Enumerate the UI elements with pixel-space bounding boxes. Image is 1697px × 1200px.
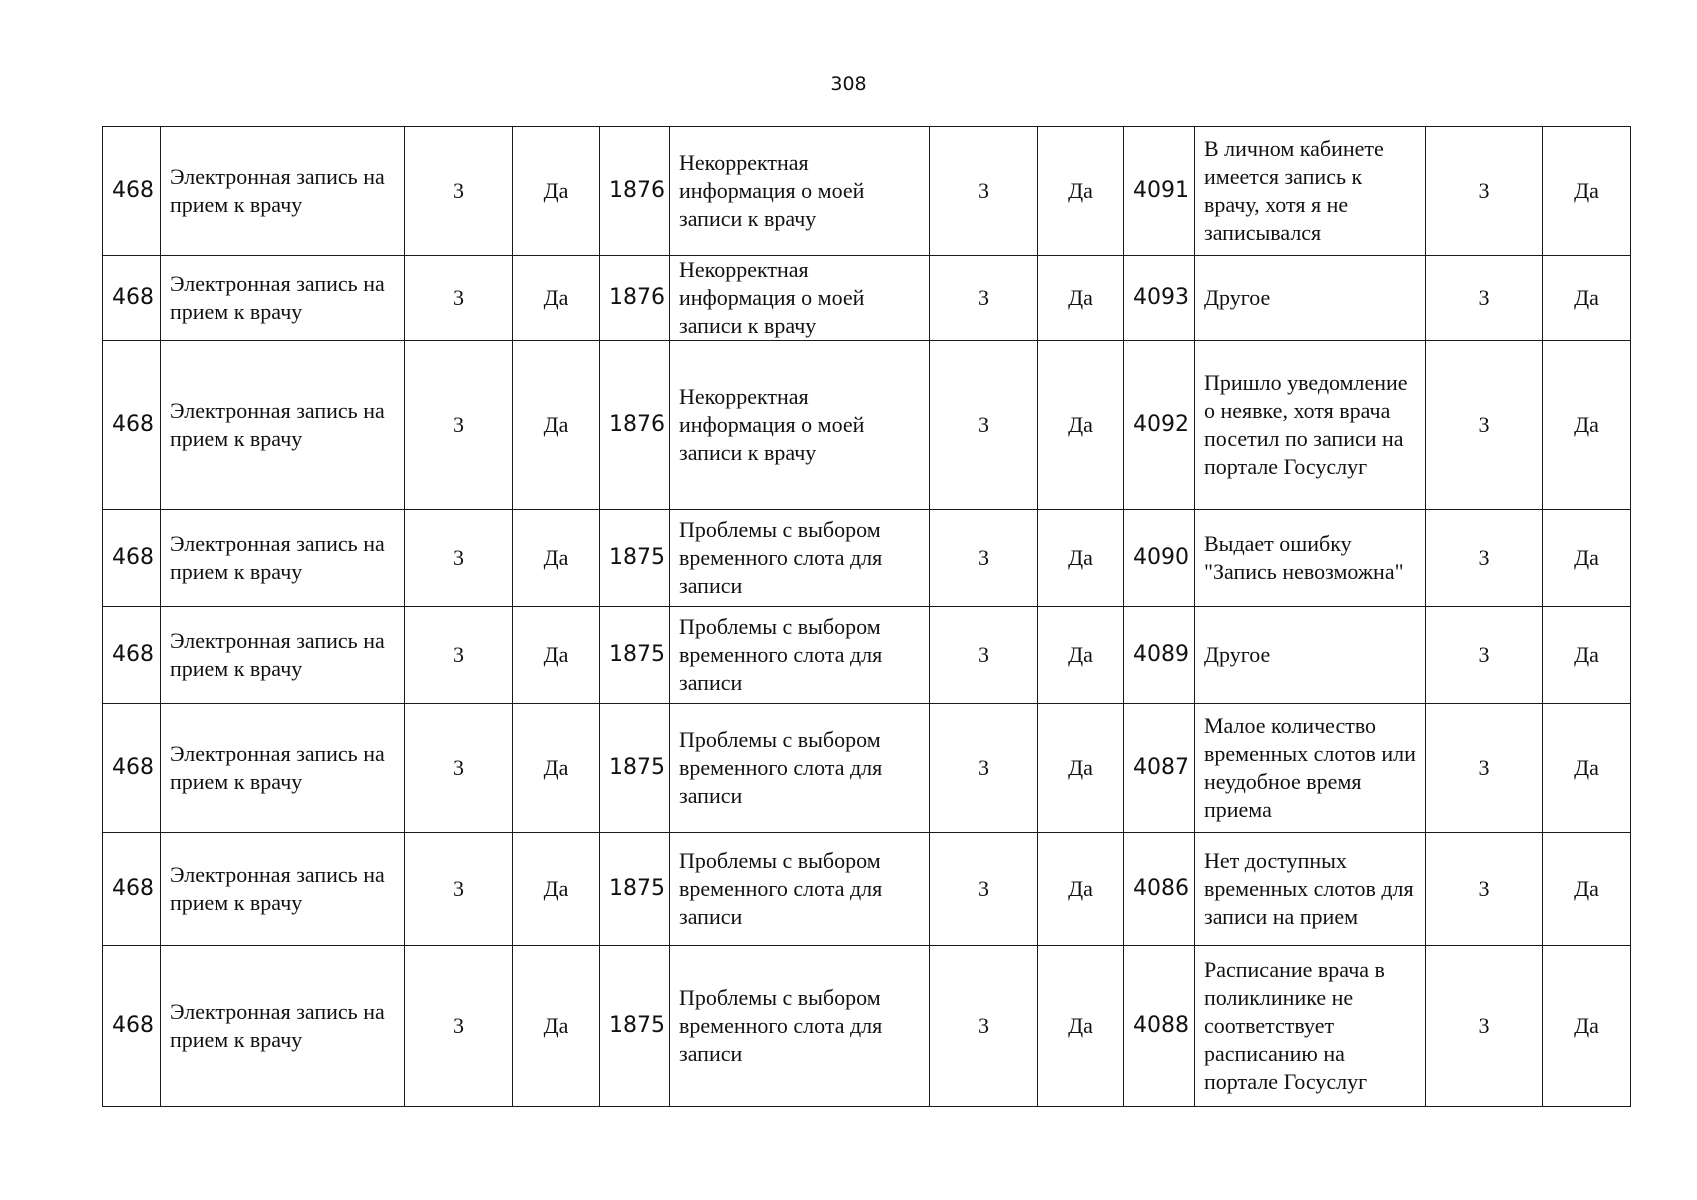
service-id-cell: 468 <box>103 946 161 1107</box>
category-flag-cell: Да <box>1038 946 1124 1107</box>
category-flag-cell: Да <box>1038 607 1124 704</box>
category-level-cell: 3 <box>930 607 1038 704</box>
reason-id-cell: 4088 <box>1124 946 1195 1107</box>
category-name-cell: Проблемы с выбором временного слота для записи <box>670 946 930 1107</box>
category-level-cell: 3 <box>930 127 1038 256</box>
reason-level-cell: 3 <box>1426 607 1543 704</box>
table-row <box>103 127 1631 256</box>
table-row <box>103 256 1631 341</box>
table-row <box>103 341 1631 510</box>
reason-id-cell: 4091 <box>1124 127 1195 256</box>
service-flag-cell: Да <box>513 607 600 704</box>
reason-flag-cell: Да <box>1543 127 1631 256</box>
reason-text-cell: Другое <box>1195 256 1426 341</box>
category-flag-cell: Да <box>1038 510 1124 607</box>
service-level-cell: 3 <box>405 127 513 256</box>
category-id-cell: 1876 <box>600 127 670 256</box>
service-level-cell: 3 <box>405 946 513 1107</box>
category-level-cell: 3 <box>930 946 1038 1107</box>
reason-level-cell: 3 <box>1426 946 1543 1107</box>
table-row <box>103 510 1631 607</box>
category-id-cell: 1875 <box>600 704 670 833</box>
category-flag-cell: Да <box>1038 256 1124 341</box>
category-id-cell: 1875 <box>600 510 670 607</box>
reason-flag-cell: Да <box>1543 510 1631 607</box>
reason-level-cell: 3 <box>1426 256 1543 341</box>
reason-id-cell: 4092 <box>1124 341 1195 510</box>
category-name-cell: Некорректная информация о моей записи к врачу <box>670 256 930 341</box>
service-name-cell: Электронная запись на прием к врачу <box>161 833 405 946</box>
reason-text-cell: Выдает ошибку "Запись невозможна" <box>1195 510 1426 607</box>
reason-level-cell: 3 <box>1426 833 1543 946</box>
category-id-cell: 1875 <box>600 946 670 1107</box>
service-level-cell: 3 <box>405 256 513 341</box>
reason-flag-cell: Да <box>1543 833 1631 946</box>
reason-flag-cell: Да <box>1543 704 1631 833</box>
service-flag-cell: Да <box>513 833 600 946</box>
service-level-cell: 3 <box>405 510 513 607</box>
page-number: 308 <box>830 73 867 95</box>
category-id-cell: 1875 <box>600 607 670 704</box>
service-name-cell: Электронная запись на прием к врачу <box>161 946 405 1107</box>
service-flag-cell: Да <box>513 704 600 833</box>
reason-text-cell: Другое <box>1195 607 1426 704</box>
table-row <box>103 704 1631 833</box>
reason-id-cell: 4086 <box>1124 833 1195 946</box>
category-flag-cell: Да <box>1038 833 1124 946</box>
service-flag-cell: Да <box>513 127 600 256</box>
category-id-cell: 1876 <box>600 256 670 341</box>
service-id-cell: 468 <box>103 341 161 510</box>
category-name-cell: Некорректная информация о моей записи к врачу <box>670 127 930 256</box>
table-row <box>103 946 1631 1107</box>
reason-flag-cell: Да <box>1543 946 1631 1107</box>
category-flag-cell: Да <box>1038 341 1124 510</box>
category-level-cell: 3 <box>930 833 1038 946</box>
service-name-cell: Электронная запись на прием к врачу <box>161 127 405 256</box>
table-body <box>103 127 1631 1107</box>
reason-flag-cell: Да <box>1543 341 1631 510</box>
reason-id-cell: 4090 <box>1124 510 1195 607</box>
category-id-cell: 1876 <box>600 341 670 510</box>
service-level-cell: 3 <box>405 833 513 946</box>
category-flag-cell: Да <box>1038 704 1124 833</box>
reason-id-cell: 4087 <box>1124 704 1195 833</box>
service-id-cell: 468 <box>103 256 161 341</box>
reason-text-cell: Малое количество временных слотов или неудобное время приема <box>1195 704 1426 833</box>
category-name-cell: Проблемы с выбором временного слота для записи <box>670 833 930 946</box>
reason-text-cell: Пришло уведомление о неявке, хотя врача посетил по записи на портале Госуслуг <box>1195 341 1426 510</box>
category-name-cell: Проблемы с выбором временного слота для записи <box>670 510 930 607</box>
service-level-cell: 3 <box>405 607 513 704</box>
service-flag-cell: Да <box>513 341 600 510</box>
service-flag-cell: Да <box>513 510 600 607</box>
category-name-cell: Проблемы с выбором временного слота для записи <box>670 704 930 833</box>
reason-level-cell: 3 <box>1426 510 1543 607</box>
service-name-cell: Электронная запись на прием к врачу <box>161 704 405 833</box>
service-flag-cell: Да <box>513 946 600 1107</box>
service-flag-cell: Да <box>513 256 600 341</box>
category-level-cell: 3 <box>930 510 1038 607</box>
table-row <box>103 833 1631 946</box>
category-name-cell: Некорректная информация о моей записи к врачу <box>670 341 930 510</box>
reason-id-cell: 4089 <box>1124 607 1195 704</box>
service-id-cell: 468 <box>103 833 161 946</box>
reason-text-cell: Нет доступных временных слотов для записи на прием <box>1195 833 1426 946</box>
reason-text-cell: Расписание врача в поликлинике не соответствует расписанию на портале Госуслуг <box>1195 946 1426 1107</box>
service-name-cell: Электронная запись на прием к врачу <box>161 510 405 607</box>
category-level-cell: 3 <box>930 704 1038 833</box>
service-id-cell: 468 <box>103 704 161 833</box>
service-level-cell: 3 <box>405 341 513 510</box>
service-name-cell: Электронная запись на прием к врачу <box>161 256 405 341</box>
category-level-cell: 3 <box>930 341 1038 510</box>
reason-level-cell: 3 <box>1426 127 1543 256</box>
reason-flag-cell: Да <box>1543 607 1631 704</box>
service-level-cell: 3 <box>405 704 513 833</box>
service-id-cell: 468 <box>103 127 161 256</box>
table-row <box>103 607 1631 704</box>
reason-level-cell: 3 <box>1426 341 1543 510</box>
reason-id-cell: 4093 <box>1124 256 1195 341</box>
category-flag-cell: Да <box>1038 127 1124 256</box>
service-name-cell: Электронная запись на прием к врачу <box>161 607 405 704</box>
reason-text-cell: В личном кабинете имеется запись к врачу, хотя я не записывался <box>1195 127 1426 256</box>
category-level-cell: 3 <box>930 256 1038 341</box>
classifier-table <box>102 126 1631 1107</box>
reason-flag-cell: Да <box>1543 256 1631 341</box>
category-id-cell: 1875 <box>600 833 670 946</box>
category-name-cell: Проблемы с выбором временного слота для записи <box>670 607 930 704</box>
service-id-cell: 468 <box>103 510 161 607</box>
service-name-cell: Электронная запись на прием к врачу <box>161 341 405 510</box>
reason-level-cell: 3 <box>1426 704 1543 833</box>
service-id-cell: 468 <box>103 607 161 704</box>
